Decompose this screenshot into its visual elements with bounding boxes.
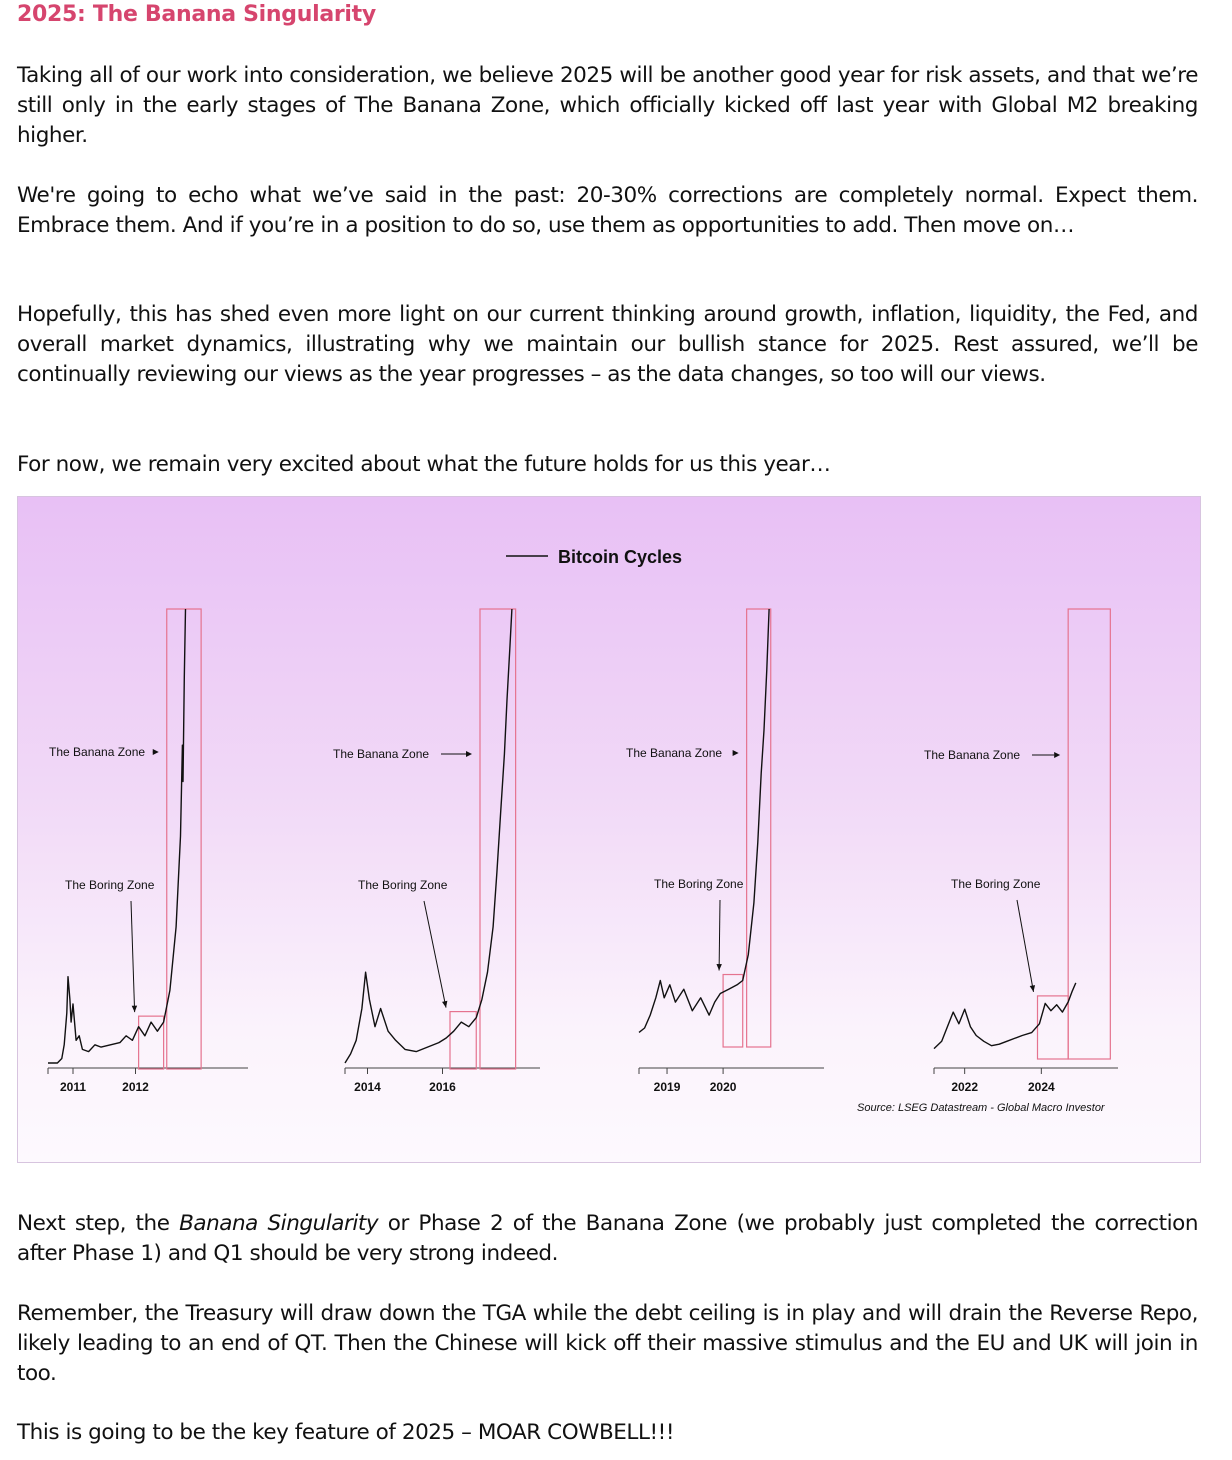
boring-zone-arrow (1017, 900, 1034, 992)
x-tick-label: 2022 (951, 1080, 979, 1094)
banana-zone-label: The Banana Zone (626, 746, 723, 760)
boring-zone-arrow (131, 901, 135, 1012)
boring-zone-arrowhead (716, 964, 721, 970)
x-tick-label: 2014 (354, 1080, 381, 1094)
chart-panel-2 (333, 609, 540, 1094)
boring-zone-arrow (424, 901, 446, 1008)
bitcoin-price-line (345, 609, 512, 1063)
x-tick-label: 2011 (59, 1080, 87, 1094)
banana-zone-arrowhead (153, 749, 159, 755)
boring-zone-box (723, 975, 743, 1047)
chart-canvas (18, 497, 1202, 1164)
banana-zone-arrowhead (733, 750, 739, 756)
banana-zone-box (1068, 609, 1110, 1059)
boring-zone-label: The Boring Zone (65, 878, 155, 892)
paragraph-5 (17, 1209, 1198, 1269)
x-tick-label: 2020 (709, 1080, 737, 1094)
banana-zone-label: The Banana Zone (333, 747, 430, 761)
banana-zone-label: The Banana Zone (924, 748, 1021, 762)
bitcoin-price-line (934, 983, 1076, 1049)
boring-zone-arrow (719, 900, 720, 971)
chart-panels (48, 609, 1118, 1094)
legend-label: Bitcoin Cycles (558, 547, 683, 567)
bitcoin-cycles-chart (17, 496, 1201, 1163)
banana-zone-arrowhead (1054, 752, 1060, 758)
paragraph-2: We're going to echo what we’ve said in the past: 20-30% corrections are completely normal. Expect them. Embrace them. And if you’re in a position to do so, use them as opportunities to add. Then move on… (17, 183, 1198, 238)
paragraph-6: Remember, the Treasury will draw down the TGA while the debt ceiling is in play and will drain the Reverse Repo, likely leading to an end of QT. Then the Chinese will kick off their massive stimulus and the EU and UK will join in too. (17, 1301, 1198, 1386)
paragraph-3: Hopefully, this has shed even more light on our current thinking around growth, inflation, liquidity, the Fed, and overall market dynamics, illustrating why we maintain our bullish stance for 2025. Rest assured, we’ll be continually reviewing our views as the year progresses – as the data changes, so too will our views. (17, 302, 1198, 387)
boring-zone-box (1038, 996, 1069, 1059)
boring-zone-arrowhead (442, 1001, 447, 1008)
chart-panel-1 (48, 609, 248, 1094)
x-tick-label: 2016 (429, 1080, 456, 1094)
boring-zone-arrowhead (1030, 985, 1035, 992)
chart-panel-3 (626, 609, 824, 1094)
paragraph-1: Taking all of our work into consideration, we believe 2025 will be another good year for risk assets, and that we’re still only in the early stages of The Banana Zone, which officially kicked off last year with Global M2 breaking higher. (17, 63, 1198, 148)
bitcoin-price-line (639, 609, 769, 1032)
banana-singularity-emphasis: Banana Singularity (179, 1211, 379, 1236)
paragraph-4: For now, we remain very excited about what the future holds for us this year… (17, 452, 831, 477)
x-tick-label: 2019 (653, 1080, 681, 1094)
boring-zone-label: The Boring Zone (358, 878, 448, 892)
paragraph-7: This is going to be the key feature of 2025 – MOAR COWBELL!!! (17, 1420, 674, 1445)
chart-source: Source: LSEG Datastream - Global Macro Investor (857, 1102, 1105, 1114)
paragraph-5-start: Next step, the (17, 1211, 180, 1236)
boring-zone-arrowhead (132, 1006, 137, 1013)
boring-zone-label: The Boring Zone (951, 877, 1041, 891)
boring-zone-label: The Boring Zone (654, 877, 744, 891)
banana-zone-label: The Banana Zone (49, 745, 146, 759)
chart-legend (506, 547, 682, 567)
x-tick-label: 2012 (122, 1080, 149, 1094)
boring-zone-box (450, 1012, 476, 1069)
chart-panel-4 (924, 609, 1118, 1094)
x-tick-label: 2024 (1027, 1080, 1055, 1094)
bitcoin-price-line (48, 609, 186, 1063)
banana-zone-box (480, 609, 516, 1069)
section-heading: 2025: The Banana Singularity (17, 2, 376, 27)
boring-zone-box (139, 1016, 164, 1069)
paragraph-5-end: or Phase 2 of the Banana Zone (we probably just completed the correction after Phase 1) and Q1 should be very strong indeed. (17, 1211, 1199, 1266)
banana-zone-arrowhead (466, 751, 472, 757)
